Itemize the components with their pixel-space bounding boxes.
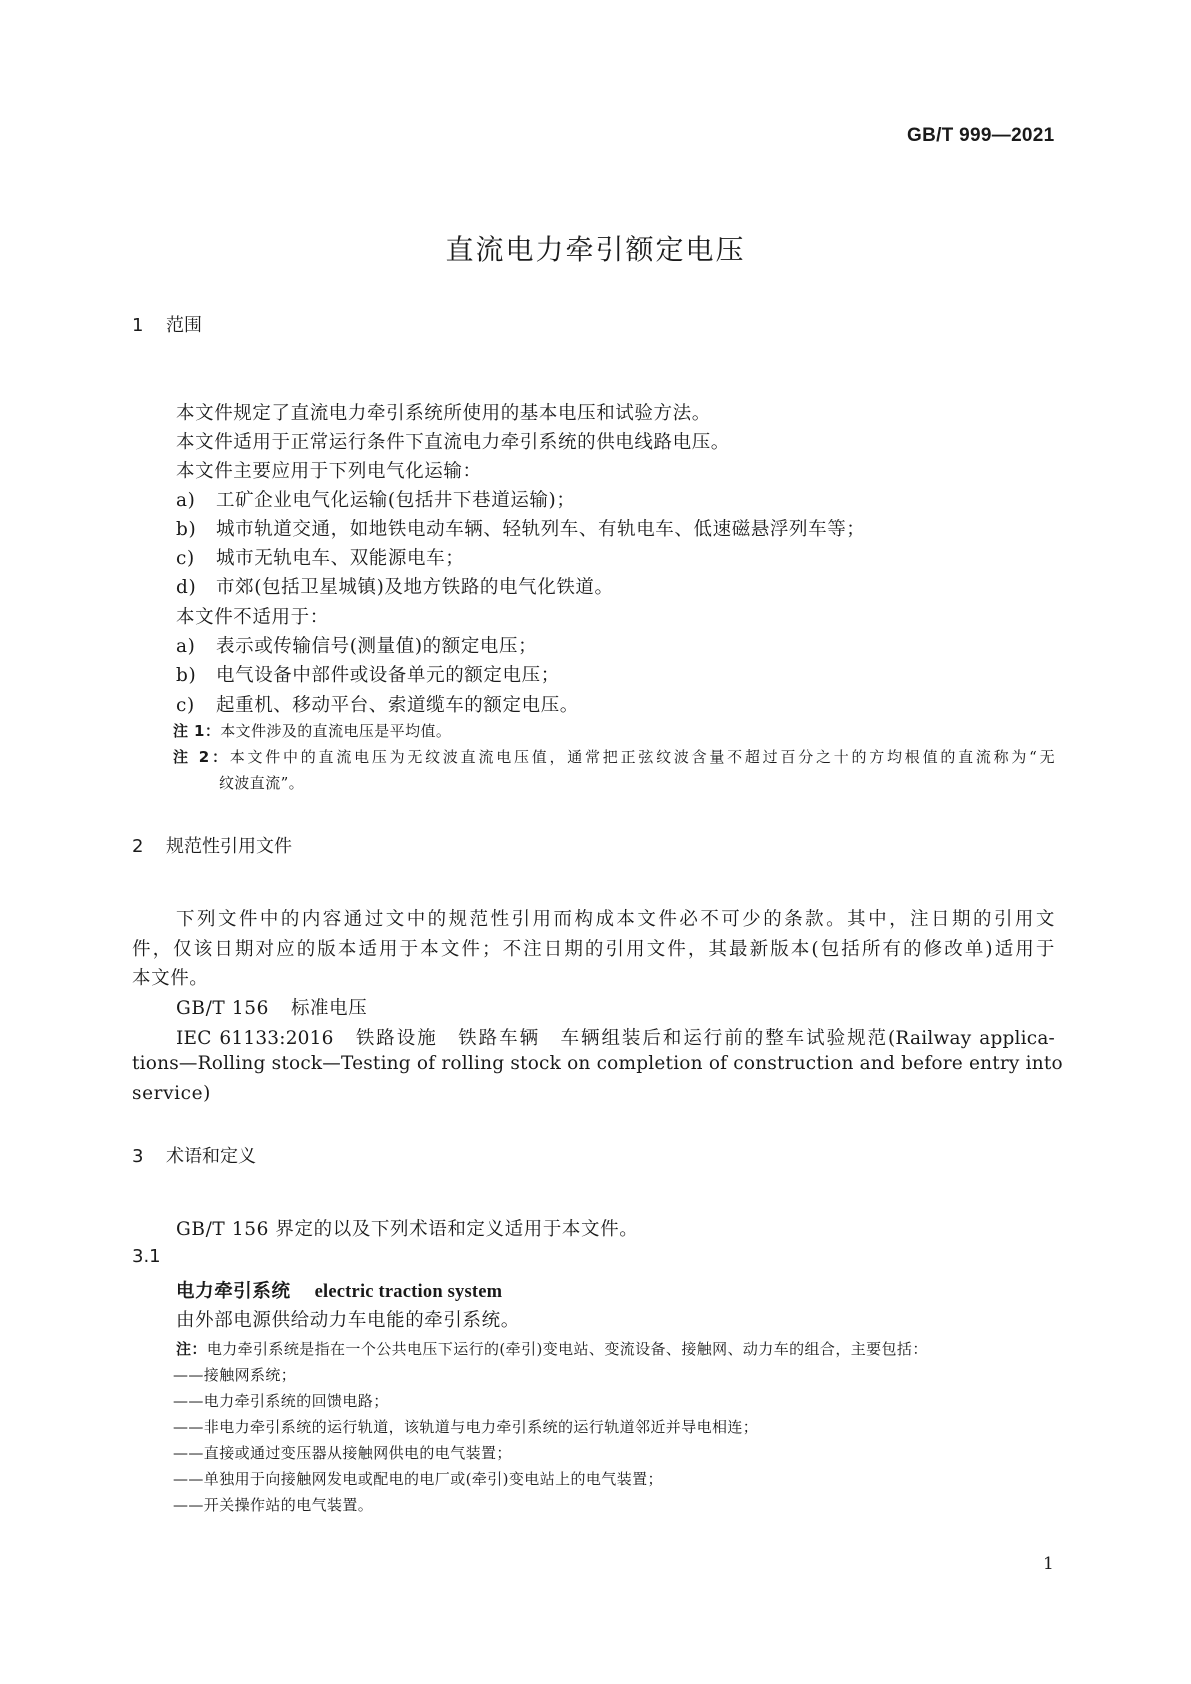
list-item: ——接触网系统； — [173, 1366, 297, 1384]
reference-code: GB/T 156 — [176, 998, 269, 1019]
list-text: 表示或传输信号(测量值)的额定电压； — [216, 636, 538, 657]
document-title: 直流电力牵引额定电压 — [445, 233, 746, 266]
note-text: 本文件涉及的直流电压是平均值。 — [220, 722, 452, 740]
term-chinese: 电力牵引系统 — [176, 1281, 291, 1302]
normative-para-line-1: 下列文件中的内容通过文中的规范性引用而构成本文件必不可少的条款。其中，注日期的引用文 — [176, 909, 1055, 930]
note-text: 电力牵引系统是指在一个公共电压下运行的(牵引)变电站、变流设备、接触网、动力车的组合，主要包括： — [206, 1340, 928, 1358]
term-english: electric traction system — [314, 1282, 503, 1302]
list-marker: c) — [176, 695, 195, 716]
reference-iec-line-2: tions—Rolling stock—Testing of rolling stock on completion of construction and before entry into — [132, 1053, 1063, 1074]
reference-gbt156 — [176, 994, 367, 1020]
list-marker: d) — [176, 577, 197, 598]
section-1-heading — [132, 311, 202, 337]
list-item: ——开关操作站的电气装置。 — [173, 1496, 374, 1514]
note-label: 注： — [176, 1340, 207, 1358]
scope-line-2: 本文件适用于正常运行条件下直流电力牵引系统的供电线路电压。 — [176, 432, 730, 453]
note-label: 注 1： — [173, 722, 221, 740]
reference-iec-line-1: IEC 61133:2016 铁路设施 铁路车辆 车辆组装后和运行前的整车试验规范(Railway applica- — [176, 1028, 1055, 1049]
list-item — [176, 632, 537, 658]
list-marker: c) — [176, 548, 195, 569]
note-2 — [173, 746, 1055, 767]
section-3-heading — [132, 1142, 256, 1168]
list-text: 市郊(包括卫星城镇)及地方铁路的电气化铁道。 — [216, 577, 614, 598]
note-text: 本文件中的直流电压为无纹波直流电压值，通常把正弦纹波含量不超过百分之十的方均根值的直流称为“无 — [229, 748, 1055, 766]
section-2-number: 2 — [132, 836, 144, 857]
note-1 — [173, 720, 451, 741]
normative-para-line-3: 本文件。 — [132, 968, 209, 989]
term-definition: 由外部电源供给动力车电能的牵引系统。 — [176, 1310, 520, 1331]
list-item: ——直接或通过变压器从接触网供电的电气装置； — [173, 1444, 512, 1462]
list-marker: a) — [176, 636, 196, 657]
list-item — [176, 544, 464, 570]
list-marker: a) — [176, 490, 196, 511]
term-number: 3.1 — [132, 1246, 161, 1267]
list-item — [176, 661, 560, 687]
list-text: 起重机、移动平台、索道缆车的额定电压。 — [216, 695, 579, 716]
list-item: ——非电力牵引系统的运行轨道，该轨道与电力牵引系统的运行轨道邻近并导电相连； — [173, 1418, 759, 1436]
list-item — [176, 573, 614, 599]
list-text: 工矿企业电气化运输(包括井下巷道运输)； — [216, 490, 576, 511]
list-marker: b) — [176, 665, 197, 686]
normative-para-line-2: 件，仅该日期对应的版本适用于本文件；不注日期的引用文件，其最新版本(包括所有的修改单)适用于 — [132, 939, 1055, 960]
section-3-title: 术语和定义 — [166, 1146, 256, 1167]
reference-iec-line-3: service) — [132, 1083, 211, 1104]
list-marker: b) — [176, 519, 197, 540]
list-item — [176, 486, 575, 512]
note-label: 注 2： — [173, 748, 230, 766]
term-note — [176, 1338, 928, 1359]
reference-name: 标准电压 — [290, 998, 368, 1019]
standard-number: GB/T 999—2021 — [907, 125, 1055, 146]
not-apply-intro: 本文件不适用于： — [176, 607, 329, 628]
list-item: ——单独用于向接触网发电或配电的电厂或(牵引)变电站上的电气装置； — [173, 1470, 663, 1488]
note-2-continued: 纹波直流”。 — [219, 774, 305, 792]
list-item — [176, 515, 865, 541]
page-number: 1 — [1043, 1554, 1054, 1574]
section-2-heading — [132, 832, 292, 858]
list-text: 城市无轨电车、双能源电车； — [216, 548, 465, 569]
section-1-number: 1 — [132, 315, 144, 336]
list-text: 城市轨道交通，如地铁电动车辆、轻轨列车、有轨电车、低速磁悬浮列车等； — [216, 519, 866, 540]
list-text: 电气设备中部件或设备单元的额定电压； — [216, 665, 560, 686]
list-item — [176, 691, 579, 717]
section-2-title: 规范性引用文件 — [166, 836, 292, 857]
section-1-title: 范围 — [166, 315, 202, 336]
terms-intro: GB/T 156 界定的以及下列术语和定义适用于本文件。 — [176, 1219, 639, 1240]
scope-line-3: 本文件主要应用于下列电气化运输： — [176, 461, 482, 482]
section-3-number: 3 — [132, 1146, 144, 1167]
scope-line-1: 本文件规定了直流电力牵引系统所使用的基本电压和试验方法。 — [176, 403, 711, 424]
term-entry — [176, 1277, 502, 1303]
list-item: ——电力牵引系统的回馈电路； — [173, 1392, 389, 1410]
